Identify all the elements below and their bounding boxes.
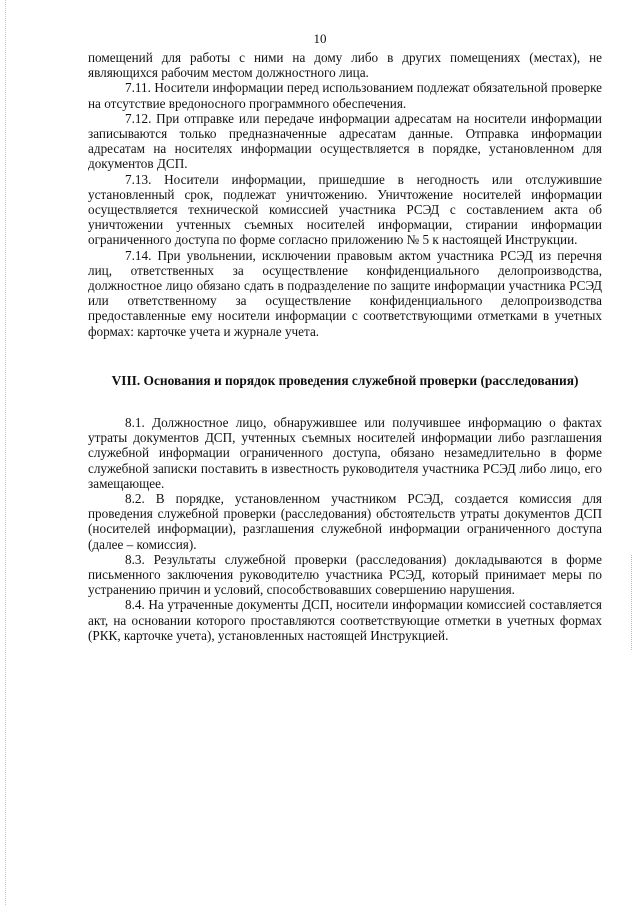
section-8-text bbox=[88, 415, 602, 643]
paragraph-8-2: 8.2. В порядке, установленном участником РСЭД, создается комиссия для проведения служебной проверки (расследования) обстоятельств утраты документов ДСП (носителей информации), разглашения служебной информации ограниченного доступа (далее – комиссия). bbox=[88, 491, 602, 552]
section-8-heading: VIII. Основания и порядок проведения служебной проверки (расследования) bbox=[111, 373, 579, 388]
paragraph-8-3: 8.3. Результаты служебной проверки (расследования) докладываются в форме письменного заключения руководителю участника РСЭД, который принимает меры по устранению причин и условий, способствовавших совершению нарушения. bbox=[88, 551, 602, 598]
paragraph-8-1: 8.1. Должностное лицо, обнаружившее или получившее информацию о фактах утраты документов ДСП, учтенных съемных носителей информации либо разглашения служебной информации ограниченного доступа, обязано незамедлительно в форме служебной записки поставить в известность руководителя участника РСЭД либо лицо, его замещающее. bbox=[88, 415, 602, 491]
scan-edge-left bbox=[5, 0, 6, 905]
paragraph-7-14: 7.14. При увольнении, исключении правовым актом участника РСЭД из перечня лиц, ответственных за осуществление конфиденциального делопроизводства, должностное лицо обязано сдать в подразделение по защите информации участника РСЭД или ответственному за осуществление конфиденциального делопроизводства предоставленные ему носители информации с соответствующими отметками в учетных формах: карточке учета и журнале учета. bbox=[88, 247, 602, 339]
page-number: 10 bbox=[313, 31, 327, 46]
paragraph-7-13: 7.13. Носители информации, пришедшие в негодность или отслужившие установленный срок, подлежат уничтожению. Уничтожение носителей информации осуществляется технической комиссией участника РСЭД с составлением акта об уничтожении учтенных съемных носителей информации, стирании информации ограниченного доступа по форме согласно приложению № 5 к настоящей Инструкции. bbox=[88, 171, 602, 248]
paragraph-continuation: помещений для работы с ними на дому либо в других помещениях (местах), не являющихся рабочим местом должностного лица. bbox=[88, 50, 602, 81]
section-7-text bbox=[88, 50, 602, 339]
paragraph-7-11: 7.11. Носители информации перед использованием подлежат обязательной проверке на отсутствие вредоносного программного обеспечения. bbox=[88, 80, 602, 111]
paragraph-7-12: 7.12. При отправке или передаче информации адресатам на носители информации записываются только предназначенные адресатам данные. Отправка информации адресатам на носителях информации осуществляется в порядке, установленном для документов ДСП. bbox=[88, 110, 602, 172]
paragraph-8-4: 8.4. На утраченные документы ДСП, носители информации комиссией составляется акт, на основании которого проставляются соответствующие отметки в учетных формах (РКК, карточке учета), установленных настоящей Инструкцией. bbox=[88, 597, 602, 643]
scan-edge-right bbox=[631, 555, 632, 650]
